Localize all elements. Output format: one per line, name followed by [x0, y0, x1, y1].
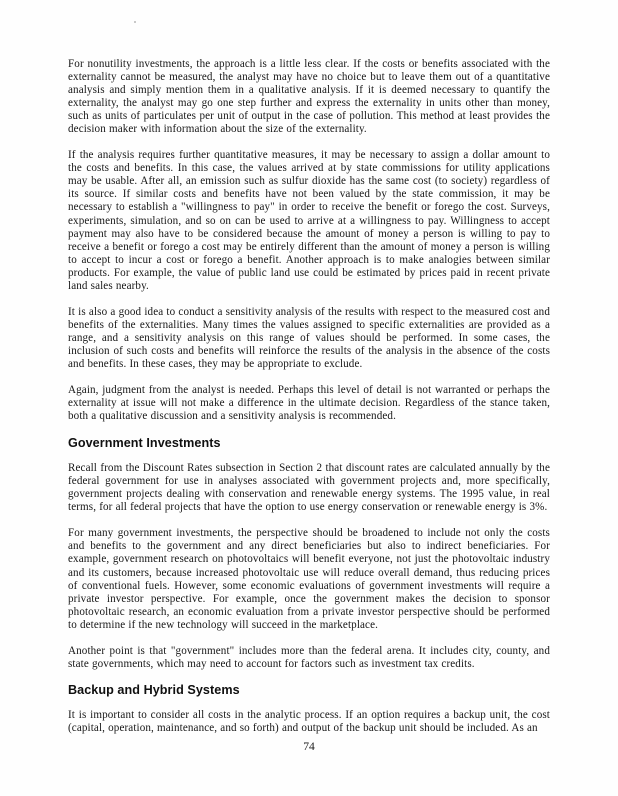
paragraph-analyst-judgment: Again, judgment from the analyst is needed. Perhaps this level of detail is not warranted or perhaps the externality at issue will not make a difference in the ultimate decision. Regardless of the stance taken, both a qualitative discussion and a sensitivity analysis is recommended. [68, 384, 550, 423]
paragraph-broadened-perspective: For many government investments, the perspective should be broadened to include not only the costs and benefits to the government and any direct beneficiaries but also to indirect beneficiaries. For example, government research on photovoltaics will benefit everyone, not just the photovoltaic industry and its customers, because increased photovoltaic use will reduce overall demand, thus reducing prices of conventional fuels. However, some economic evaluations of government investments will require a private investor perspective. For example, once the government makes the decision to sponsor photovoltaic research, an economic evaluation from a private investor perspective should be performed to determine if the new technology will succeed in the marketplace. [68, 527, 550, 631]
paragraph-quantitative-measures: If the analysis requires further quantitative measures, it may be necessary to assign a dollar amount to the costs and benefits. In this case, the values arrived at by state commissions for utility applications may be usable. After all, an emission such as sulfur dioxide has the same cost (to society) regardless of its source. If similar costs and benefits have not been valued by the state commission, it may be necessary to establish a "willingness to pay" in order to receive the benefit or forego the cost. Surveys, experiments, simulation, and so on can be used to arrive at a willingness to pay. Willingness to accept payment may also have to be considered because the amount of money a person is willing to pay to receive a benefit or forego a cost may be entirely different than the amount of money a person is willing to accept to incur a cost or forego a benefit. Another approach is to make analogies between similar products. For example, the value of public land use could be estimated by prices paid in recent private land sales nearby. [68, 149, 550, 292]
scan-artifact-speck [134, 21, 136, 23]
paragraph-discount-rates: Recall from the Discount Rates subsection in Section 2 that discount rates are calculated annually by the federal government for use in analyses associated with government projects and, more specifically, government projects dealing with conservation and renewable energy systems. The 1995 value, in real terms, for all federal projects that have the option to use energy conservation or renewable energy is 3%. [68, 462, 550, 514]
document-text-column [68, 58, 550, 748]
heading-government-investments: Government Investments [68, 436, 221, 451]
paragraph-nonutility-investments: For nonutility investments, the approach is a little less clear. If the costs or benefits associated with the externality cannot be measured, the analyst may have no choice but to leave them out of a quantitative analysis and simply mention them in a qualitative analysis. If it is deemed necessary to quantify the externality, the analyst may go one step further and express the externality in units other than money, such as units of particulates per unit of output in the case of pollution. This method at least provides the decision maker with information about the size of the externality. [68, 58, 550, 136]
paragraph-government-scope: Another point is that "government" includes more than the federal arena. It includes city, county, and state governments, which may need to account for factors such as investment tax credits. [68, 644, 550, 670]
page-number: 74 [303, 740, 315, 753]
heading-backup-and-hybrid-systems: Backup and Hybrid Systems [68, 682, 240, 697]
paragraph-sensitivity-analysis: It is also a good idea to conduct a sensitivity analysis of the results with respect to the measured cost and benefits of the externalities. Many times the values assigned to specific externalities are provided as a range, and a sensitivity analysis on this range of values should be performed. In some cases, the inclusion of such costs and benefits will reinforce the results of the analysis in the absence of the costs and benefits. In these cases, they may be appropriate to exclude. [68, 305, 550, 370]
paragraph-backup-unit-costs: It is important to consider all costs in the analytic process. If an option requires a backup unit, the cost (capital, operation, maintenance, and so forth) and output of the backup unit should be included. As an [68, 708, 550, 734]
